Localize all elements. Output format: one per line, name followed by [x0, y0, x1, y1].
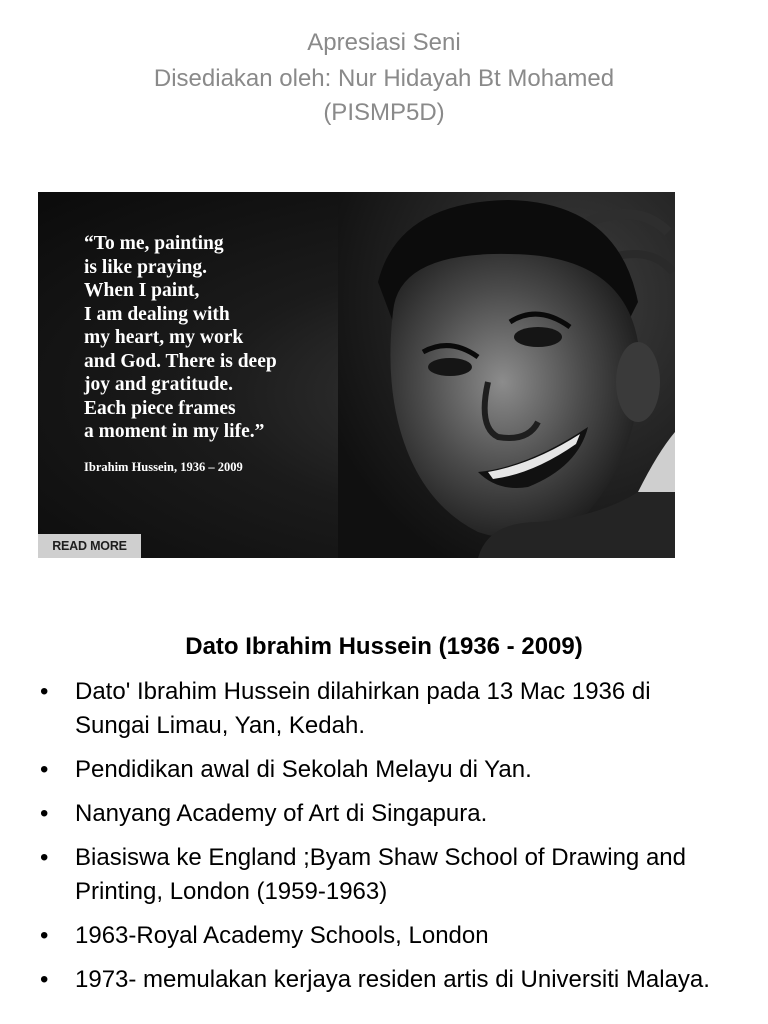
quote-line: a moment in my life.” — [84, 421, 265, 442]
list-item-text: 1963-Royal Academy Schools, London — [75, 922, 489, 949]
list-item-text: Pendidikan awal di Sekolah Melayu di Yan. — [75, 756, 532, 783]
list-item-text: Biasiswa ke England ;Byam Shaw School of Drawing and Printing, London (1959-1963) — [75, 844, 686, 905]
portrait-photo — [338, 192, 675, 558]
quote-line: joy and gratitude. — [84, 374, 233, 395]
list-item — [40, 919, 720, 953]
list-item-text: Dato' Ibrahim Hussein dilahirkan pada 13 Mac 1936 di Sungai Limau, Yan, Kedah. — [75, 678, 651, 739]
quote-line: When I paint, — [84, 280, 200, 301]
bullet-icon: • — [40, 756, 49, 783]
list-item-text: 1973- memulakan kerjaya residen artis di Universiti Malaya. — [75, 966, 710, 993]
quote-line: “To me, painting — [84, 233, 224, 254]
bullet-icon: • — [40, 800, 49, 827]
biography-list — [40, 675, 720, 1007]
quote-line: is like praying. — [84, 256, 207, 278]
bullet-icon: • — [40, 844, 49, 871]
quote-text — [84, 232, 344, 444]
list-item — [40, 841, 720, 909]
list-item-text: Nanyang Academy of Art di Singapura. — [75, 800, 488, 827]
quote-line: I am dealing with — [84, 303, 230, 325]
slide-header — [0, 26, 768, 130]
quote-line: Each piece frames — [84, 397, 236, 419]
section-heading: Dato Ibrahim Hussein (1936 - 2009) — [185, 633, 583, 660]
list-item — [40, 675, 720, 743]
quote-line: my heart, my work — [84, 327, 244, 348]
class-code: (PISMP5D) — [323, 99, 445, 126]
slide-title: Apresiasi Seni — [307, 29, 461, 56]
list-item — [40, 797, 720, 831]
list-item — [40, 753, 720, 787]
quote-banner-image — [38, 192, 675, 558]
presenter-line: Disediakan oleh: Nur Hidayah Bt Mohamed — [153, 65, 615, 92]
list-item — [40, 963, 720, 997]
bullet-icon: • — [40, 922, 49, 949]
bullet-icon: • — [40, 966, 49, 993]
quote-line: and God. There is deep — [84, 350, 277, 372]
read-more-button[interactable]: READ MORE — [38, 534, 141, 558]
bullet-icon: • — [40, 678, 49, 705]
quote-attribution: Ibrahim Hussein, 1936 – 2009 — [84, 460, 243, 474]
